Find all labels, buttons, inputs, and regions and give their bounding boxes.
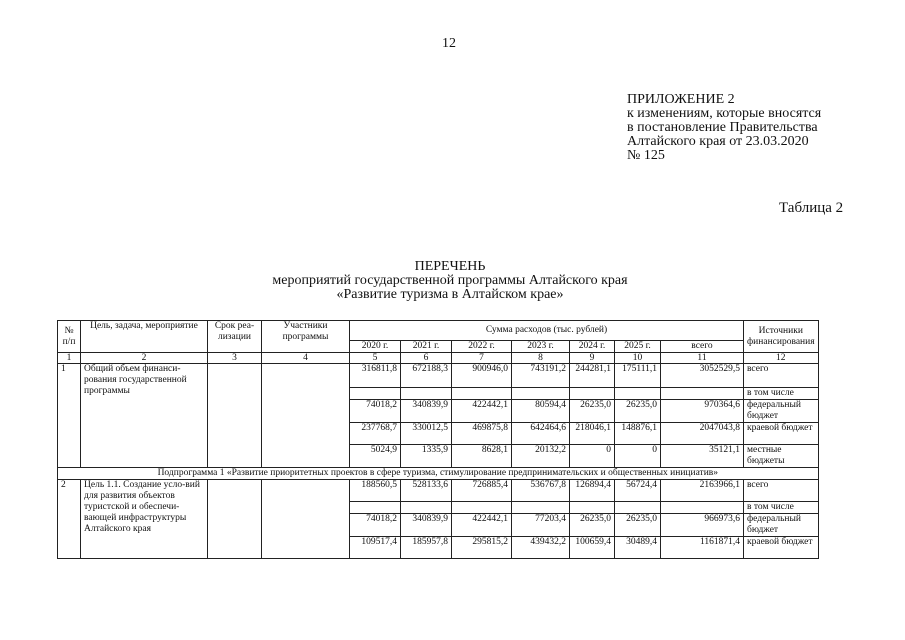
value-cell xyxy=(570,388,615,400)
value-cell: 2047043,8 xyxy=(661,423,744,445)
value-cell: 672188,3 xyxy=(401,364,452,388)
value-cell: 528133,6 xyxy=(401,480,452,502)
value-cell: 1335,9 xyxy=(401,445,452,468)
col-number: 5 xyxy=(350,353,401,364)
col-number: 2 xyxy=(81,353,208,364)
source-cell: краевой бюджет xyxy=(744,423,819,445)
value-cell: 970364,6 xyxy=(661,400,744,423)
appendix-line: № 125 xyxy=(627,148,665,163)
header-year: 2021 г. xyxy=(401,341,452,353)
header-year: 2023 г. xyxy=(512,341,570,353)
row-participants xyxy=(262,364,350,468)
appendix-line: в постановление Правительства xyxy=(627,120,818,135)
row-number: 2 xyxy=(58,480,81,559)
value-cell: 900946,0 xyxy=(452,364,512,388)
document-title xyxy=(220,260,680,302)
value-cell xyxy=(615,388,661,400)
row-participants xyxy=(262,480,350,559)
source-cell: федеральный бюджет xyxy=(744,400,819,423)
value-cell: 100659,4 xyxy=(570,537,615,559)
col-number: 1 xyxy=(58,353,81,364)
page-number: 12 xyxy=(442,36,456,51)
value-cell xyxy=(570,502,615,514)
appendix-line: Алтайского края от 23.03.2020 xyxy=(627,134,809,149)
value-cell: 74018,2 xyxy=(350,400,401,423)
value-cell xyxy=(401,388,452,400)
appendix-line: к изменениям, которые вносятся xyxy=(627,106,822,121)
col-number: 7 xyxy=(452,353,512,364)
value-cell: 26235,0 xyxy=(570,400,615,423)
value-cell: 56724,4 xyxy=(615,480,661,502)
value-cell: 175111,1 xyxy=(615,364,661,388)
value-cell: 26235,0 xyxy=(615,400,661,423)
title-line: «Развитие туризма в Алтайском крае» xyxy=(336,287,564,302)
value-cell: 126894,4 xyxy=(570,480,615,502)
header-goal: Цель, задача, мероприятие xyxy=(81,321,208,353)
header-term: Срок реа-лизации xyxy=(208,321,262,353)
header-year: 2025 г. xyxy=(615,341,661,353)
value-cell xyxy=(512,502,570,514)
value-cell: 244281,1 xyxy=(570,364,615,388)
value-cell: 237768,7 xyxy=(350,423,401,445)
value-cell: 469875,8 xyxy=(452,423,512,445)
header-year: 2022 г. xyxy=(452,341,512,353)
table-label: Таблица 2 xyxy=(779,200,844,216)
value-cell: 0 xyxy=(615,445,661,468)
value-cell: 743191,2 xyxy=(512,364,570,388)
header-sources: Источники финансирования xyxy=(744,321,819,353)
table-row xyxy=(58,480,819,502)
header-participants: Участники программы xyxy=(262,321,350,353)
value-cell xyxy=(401,502,452,514)
source-cell: всего xyxy=(744,480,819,502)
header-year: 2024 г. xyxy=(570,341,615,353)
value-cell xyxy=(615,502,661,514)
value-cell: 77203,4 xyxy=(512,514,570,537)
value-cell: 30489,4 xyxy=(615,537,661,559)
value-cell xyxy=(350,502,401,514)
expenditure-table xyxy=(57,320,819,559)
value-cell xyxy=(661,502,744,514)
col-number: 11 xyxy=(661,353,744,364)
value-cell: 80594,4 xyxy=(512,400,570,423)
value-cell: 188560,5 xyxy=(350,480,401,502)
appendix-block xyxy=(627,93,821,163)
value-cell: 35121,1 xyxy=(661,445,744,468)
value-cell: 340839,9 xyxy=(401,514,452,537)
value-cell: 330012,5 xyxy=(401,423,452,445)
value-cell: 109517,4 xyxy=(350,537,401,559)
col-number: 8 xyxy=(512,353,570,364)
value-cell: 422442,1 xyxy=(452,514,512,537)
value-cell xyxy=(452,388,512,400)
source-cell: всего xyxy=(744,364,819,388)
source-cell: в том числе xyxy=(744,502,819,514)
header-no: № п/п xyxy=(58,321,81,353)
col-number: 10 xyxy=(615,353,661,364)
header-year: 2020 г. xyxy=(350,341,401,353)
value-cell: 5024,9 xyxy=(350,445,401,468)
source-cell: федеральный бюджет xyxy=(744,514,819,537)
value-cell xyxy=(350,388,401,400)
value-cell: 2163966,1 xyxy=(661,480,744,502)
col-number: 3 xyxy=(208,353,262,364)
source-cell: в том числе xyxy=(744,388,819,400)
value-cell: 340839,9 xyxy=(401,400,452,423)
value-cell: 185957,8 xyxy=(401,537,452,559)
value-cell: 439432,2 xyxy=(512,537,570,559)
row-term xyxy=(208,480,262,559)
row-term xyxy=(208,364,262,468)
header-year: всего xyxy=(661,341,744,353)
value-cell: 966973,6 xyxy=(661,514,744,537)
subprogram-heading: Подпрограмма 1 «Развитие приоритетных проектов в сфере туризма, стимулирование предпринимательских и общественных инициатив» xyxy=(58,468,819,480)
value-cell: 218046,1 xyxy=(570,423,615,445)
appendix-line: ПРИЛОЖЕНИЕ 2 xyxy=(627,92,735,107)
value-cell: 536767,8 xyxy=(512,480,570,502)
row-number: 1 xyxy=(58,364,81,468)
value-cell: 316811,8 xyxy=(350,364,401,388)
col-number: 9 xyxy=(570,353,615,364)
col-number: 6 xyxy=(401,353,452,364)
value-cell: 0 xyxy=(570,445,615,468)
table-row xyxy=(58,364,819,388)
source-cell: местные бюджеты xyxy=(744,445,819,468)
source-cell: краевой бюджет xyxy=(744,537,819,559)
value-cell: 20132,2 xyxy=(512,445,570,468)
value-cell: 726885,4 xyxy=(452,480,512,502)
value-cell xyxy=(512,388,570,400)
value-cell: 295815,2 xyxy=(452,537,512,559)
col-number: 12 xyxy=(744,353,819,364)
value-cell: 3052529,5 xyxy=(661,364,744,388)
row-goal: Общий объем финанси-рования государственной программы xyxy=(81,364,208,468)
value-cell: 26235,0 xyxy=(570,514,615,537)
value-cell: 8628,1 xyxy=(452,445,512,468)
value-cell: 642464,6 xyxy=(512,423,570,445)
col-number: 4 xyxy=(262,353,350,364)
value-cell: 1161871,4 xyxy=(661,537,744,559)
value-cell: 148876,1 xyxy=(615,423,661,445)
value-cell: 74018,2 xyxy=(350,514,401,537)
value-cell xyxy=(452,502,512,514)
header-sum: Сумма расходов (тыс. рублей) xyxy=(350,321,744,341)
value-cell xyxy=(661,388,744,400)
title-line: мероприятий государственной программы Алтайского края xyxy=(272,273,628,288)
title-line: ПЕРЕЧЕНЬ xyxy=(414,259,486,274)
row-goal: Цель 1.1. Создание усло-вий для развития объектов туристской и обеспечи-вающей инфраструктуры Алтайского края xyxy=(81,480,208,559)
value-cell: 422442,1 xyxy=(452,400,512,423)
value-cell: 26235,0 xyxy=(615,514,661,537)
